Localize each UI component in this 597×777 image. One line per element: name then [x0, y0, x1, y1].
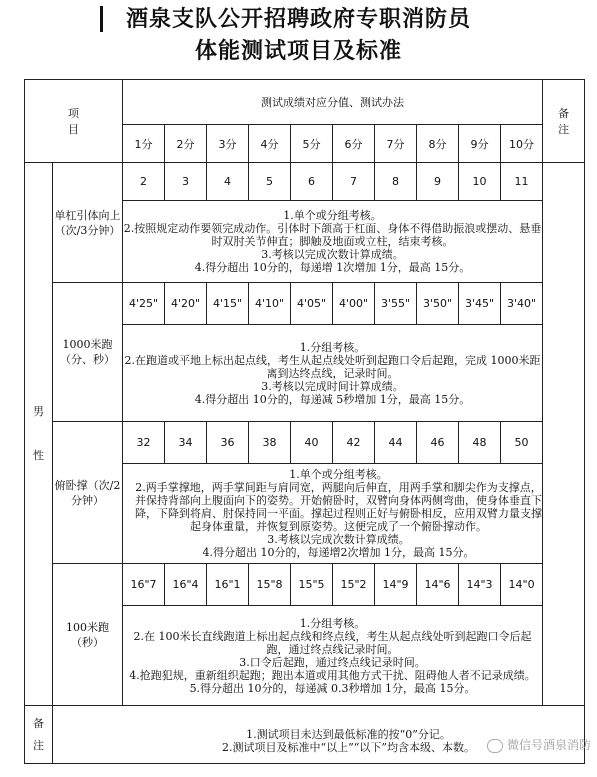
- standard-value: 14"6: [417, 564, 459, 606]
- standard-value: 16"1: [207, 564, 249, 606]
- standard-value: 16"4: [165, 564, 207, 606]
- standard-value: 14"3: [459, 564, 501, 606]
- standard-value: 7: [333, 163, 375, 201]
- header-score-method: 测试成绩对应分值、测试办法: [123, 80, 543, 125]
- notes-label: 备 注: [25, 706, 53, 764]
- standard-value: 36: [207, 422, 249, 464]
- standard-value: 15"2: [333, 564, 375, 606]
- standard-value: 48: [459, 422, 501, 464]
- standard-value: 3'50": [417, 283, 459, 325]
- score-col: 7分: [375, 125, 417, 163]
- wechat-icon: [487, 739, 503, 753]
- remark-cell: [543, 163, 585, 706]
- page-title: 酒泉支队公开招聘政府专职消防员: [125, 6, 471, 32]
- standard-value: 44: [375, 422, 417, 464]
- item-1000m: 1000米跑（分、秒）: [53, 283, 123, 422]
- standard-value: 4'15": [207, 283, 249, 325]
- item-100m: 100米跑（秒）: [53, 564, 123, 706]
- standard-value: 2: [123, 163, 165, 201]
- score-col: 9分: [459, 125, 501, 163]
- standard-value: 9: [417, 163, 459, 201]
- standard-value: 14"9: [375, 564, 417, 606]
- score-col: 1分: [123, 125, 165, 163]
- standard-value: 4'20": [165, 283, 207, 325]
- watermark: 微信号酒泉消防: [487, 736, 591, 753]
- standard-value: 15"5: [291, 564, 333, 606]
- standard-value: 8: [375, 163, 417, 201]
- method-100m: 1.分组考核。 2.在 100米长直线跑道上标出起点线和终点线，考生从起点线处听到起跑口令后起跑，通过终点线记录时间。 3.口令后起跑，通过终点线记录时间。 4.抢跑犯规，重新组织起跑；跑出本道或用其他方式干扰、阻碍他人者不记录成绩。 5.得分超出 10分的，每递减 0.3秒增加 1分，最高 15分。: [123, 606, 543, 706]
- header-item: 项 目: [25, 80, 123, 163]
- standard-value: 50: [501, 422, 543, 464]
- standard-value: 32: [123, 422, 165, 464]
- standard-value: 11: [501, 163, 543, 201]
- standard-value: 4: [207, 163, 249, 201]
- item-pullup: 单杠引体向上（次/3分钟）: [53, 163, 123, 283]
- standard-value: 38: [249, 422, 291, 464]
- method-1000m: 1.分组考核。 2.在跑道或平地上标出起点线，考生从起点线处听到起跑口令后起跑，完成 1000米距离到达终点线，记录时间。 3.考核以完成时间计算成绩。 4.得分超出 10分的，每递减 5秒增加 1分，最高 15分。: [123, 325, 543, 422]
- standard-value: 15"8: [249, 564, 291, 606]
- standard-value: 3'45": [459, 283, 501, 325]
- score-col: 6分: [333, 125, 375, 163]
- group-male: 男 性: [25, 163, 53, 706]
- standard-value: 3'55": [375, 283, 417, 325]
- standard-value: 46: [417, 422, 459, 464]
- method-pushup: 1.单个或分组考核。 2.两手掌撑地，两手掌间距与肩同宽，两腿向后伸直，用两手掌和脚尖作为支撑点，并保持背部向上腹面向下的姿势。开始俯卧时，双臂向身体两侧弯曲，使身体垂直下降，下降到将肩、肘保持同一平面。撑起过程则正好与俯卧相反，应用双臂力量支撑起身体重量，并恢复到原姿势。这便完成了一个俯卧撑动作。 3.考核以完成次数计算成绩。 4.得分超出 10分的，每递增2次增加 1分，最高 15分。: [123, 464, 543, 564]
- header-remark: 备 注: [543, 80, 585, 163]
- standard-value: 14"0: [501, 564, 543, 606]
- standard-value: 4'25": [123, 283, 165, 325]
- page-subtitle: 体能测试项目及标准: [194, 38, 402, 64]
- score-col: 3分: [207, 125, 249, 163]
- standard-value: 3'40": [501, 283, 543, 325]
- standard-value: 6: [291, 163, 333, 201]
- score-col: 5分: [291, 125, 333, 163]
- standard-value: 10: [459, 163, 501, 201]
- standard-value: 5: [249, 163, 291, 201]
- standard-value: 34: [165, 422, 207, 464]
- item-pushup: 俯卧撑（次/2分钟）: [53, 422, 123, 564]
- standard-value: 42: [333, 422, 375, 464]
- standard-value: 3: [165, 163, 207, 201]
- standard-value: 4'05": [291, 283, 333, 325]
- standard-value: 40: [291, 422, 333, 464]
- notes: 1.测试项目未达到最低标准的按“0”分记。 2.测试项目及标准中“以上”“以下”均含本级、本数。: [53, 706, 585, 764]
- standard-value: 4'10": [249, 283, 291, 325]
- standard-value: 4'00": [333, 283, 375, 325]
- standards-table: [24, 79, 585, 764]
- score-col: 8分: [417, 125, 459, 163]
- method-pullup: 1.单个或分组考核。 2.按照规定动作要领完成动作。引体时下颌高于杠面、身体不得借助振浪或摆动、悬垂时双肘关节伸直；脚触及地面或立柱，结束考核。 3.考核以完成次数计算成绩。 4.得分超出 10分的，每递增 1次增加 1分，最高 15分。: [123, 201, 543, 283]
- standard-value: 16"7: [123, 564, 165, 606]
- score-col: 4分: [249, 125, 291, 163]
- score-col: 10分: [501, 125, 543, 163]
- score-col: 2分: [165, 125, 207, 163]
